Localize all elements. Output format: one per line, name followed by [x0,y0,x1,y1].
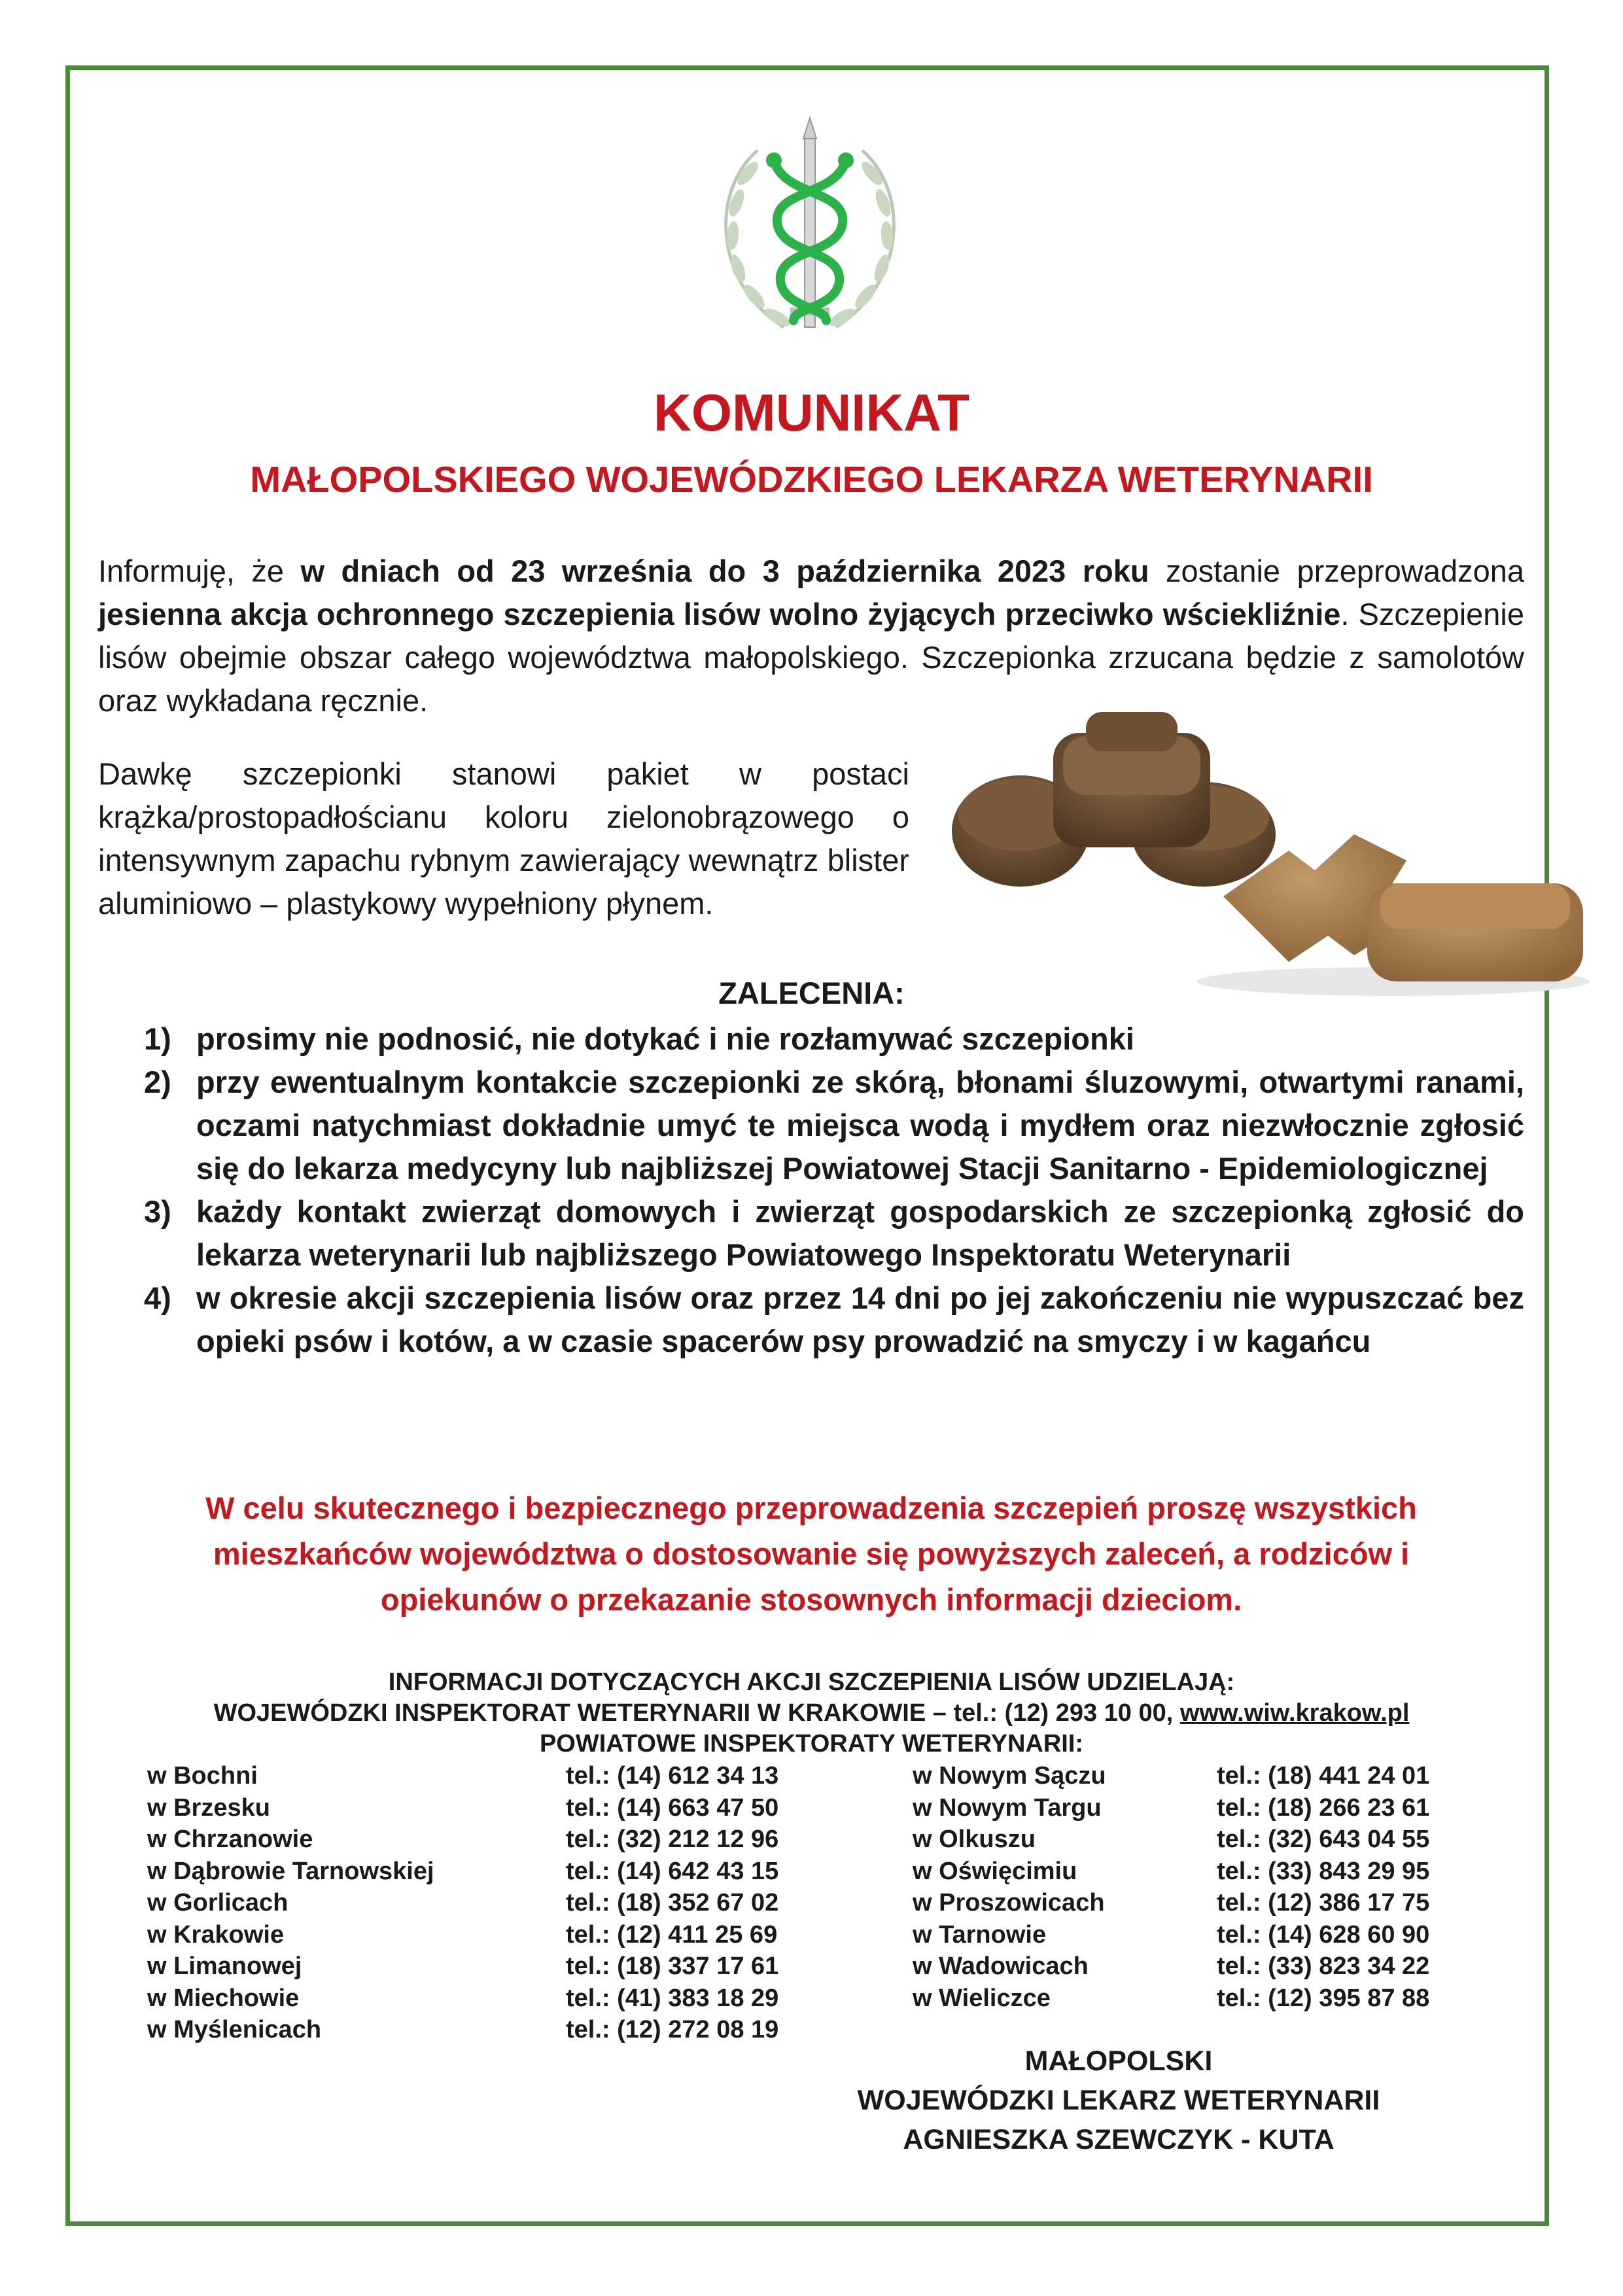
contact-name: w Proszowicach [913,1889,1105,1916]
intro-paragraph: Informuję, że w dniach od 23 września do 3 października 2023 roku zostanie przeprowadzona jesienna akcja ochronnego szczepienia lisów wolno żyjących przeciwko wściekliźnie. Szczepienie lisów obejmie obszar całego województwa małopolskiego. Szczepionka zrzucana będzie z samolotów oraz wykładana ręcznie. [98,554,1525,718]
list-item: 4) w okresie akcji szczepienia lisów oraz przez 14 dni po jej zakończeniu nie wypuszczać bez opieki psów i kotów, a w czasie spacerów psy prowadzić na smyczy i w kagańcu [144,1280,1524,1358]
contact-phone: tel.: (33) 823 34 22 [1217,1952,1430,1980]
signature-line: AGNIESZKA SZEWCZYK - KUTA [903,2124,1335,2155]
contact-phone: tel.: (33) 843 29 95 [1217,1857,1430,1885]
contact-phone: tel.: (12) 272 08 19 [566,2016,779,2043]
contact-phone: tel.: (14) 663 47 50 [566,1793,779,1822]
contact-name: w Krakowie [147,1920,285,1949]
info-heading: INFORMACJI DOTYCZĄCYCH AKCJI SZCZEPIENIA LISÓW UDZIELAJĄ: [388,1669,1235,1696]
contact-name: w Miechowie [147,1984,300,2012]
signature-line: MAŁOPOLSKI [1024,2045,1213,2077]
contact-phone: tel.: (14) 628 60 90 [1217,1920,1430,1949]
contact-name: w Limanowej [147,1952,302,1980]
district-inspectorates-heading: POWIATOWE INSPEKTORATY WETERYNARII: [539,1730,1084,1757]
contact-phone: tel.: (41) 383 18 29 [566,1984,779,2012]
contact-phone: tel.: (18) 352 67 02 [566,1889,779,1916]
signature-block [746,2041,1492,2159]
contact-name: w Nowym Sączu [913,1762,1106,1790]
contact-name: w Olkuszu [913,1826,1036,1853]
appeal-text: W celu skutecznego i bezpiecznego przeprowadzenia szczepień proszę wszystkich mieszkańców województwa o dostosowanie się powyższych zaleceń, a rodziców i opiekunów o przekazanie stosownych informacji dzieciom. [205,1491,1417,1617]
contact-phone: tel.: (14) 612 34 13 [566,1762,779,1790]
contact-phone: tel.: (18) 337 17 61 [566,1952,779,1980]
page-title: KOMUNIKAT [654,383,969,442]
veterinary-emblem-icon [686,111,934,366]
signature-line: WOJEWÓDZKI LEKARZ WETERYNARII [857,2085,1380,2116]
list-item: 3) każdy kontakt zwierząt domowych i zwierząt gospodarskich ze szczepionką zgłosić do lekarza weterynarii lub najbliższego Powiatowego Inspektoratu Weterynarii [144,1194,1524,1272]
contact-name: w Gorlicach [147,1889,288,1916]
contact-phone: tel.: (32) 212 12 96 [566,1826,779,1853]
contact-name: w Dąbrowie Tarnowskiej [147,1857,434,1885]
contact-name: w Brzesku [147,1793,270,1822]
contact-name: w Myślenicach [147,2016,322,2043]
regional-inspectorate-line: WOJEWÓDZKI INSPEKTORAT WETERYNARII W KRAKOWIE – tel.: (12) 293 10 00, www.wiw.krakow.pl [213,1699,1410,1727]
contact-name: w Tarnowie [913,1920,1047,1949]
contacts-left-phones [566,1760,778,2046]
vaccine-baits-image [949,694,1596,1001]
recommendations-heading: ZALECENIA: [718,976,905,1010]
list-item: 1) prosimy nie podnosić, nie dotykać i nie rozłamywać szczepionki [144,1021,1134,1056]
contact-name: w Oświęcimiu [913,1857,1077,1885]
contact-name: w Wadowicach [913,1952,1089,1980]
contact-phone: tel.: (18) 266 23 61 [1217,1793,1430,1822]
contact-name: w Nowym Targu [913,1793,1102,1822]
contact-name: w Bochni [147,1762,258,1790]
vaccine-description: Dawkę szczepionki stanowi pakiet w postaci krążka/prostopadłościanu koloru zielonobrązowego o intensywnym zapachu rybnym zawierający wewnątrz blister aluminiowo – plastykowy wypełniony płynem. [98,756,909,921]
contacts-right-phones [1217,1760,1429,2014]
list-item: 2) przy ewentualnym kontakcie szczepionki ze skórą, błonami śluzowymi, otwartymi ranami, oczami natychmiast dokładnie umyć te miejsca wodą i mydłem oraz niezwłocznie zgłosić się do lekarza medycyny lub najbliższej Powiatowej Stacji Sanitarno - Epidemiologicznej [144,1065,1524,1186]
contact-phone: tel.: (14) 642 43 15 [566,1857,779,1885]
contact-phone: tel.: (18) 441 24 01 [1217,1762,1430,1790]
website-link[interactable]: www.wiw.krakow.pl [1179,1699,1410,1727]
contact-phone: tel.: (32) 643 04 55 [1217,1826,1430,1853]
contacts-left-names [147,1760,434,2046]
recommendations-list [144,1017,1524,1363]
contacts-right-names [913,1760,1106,2014]
contact-name: w Wieliczce [913,1984,1051,2012]
page-subtitle: MAŁOPOLSKIEGO WOJEWÓDZKIEGO LEKARZA WETERYNARII [250,459,1373,500]
contact-phone: tel.: (12) 411 25 69 [566,1920,778,1949]
contact-name: w Chrzanowie [147,1826,313,1853]
contact-phone: tel.: (12) 386 17 75 [1217,1889,1430,1916]
contact-phone: tel.: (12) 395 87 88 [1217,1984,1430,2012]
